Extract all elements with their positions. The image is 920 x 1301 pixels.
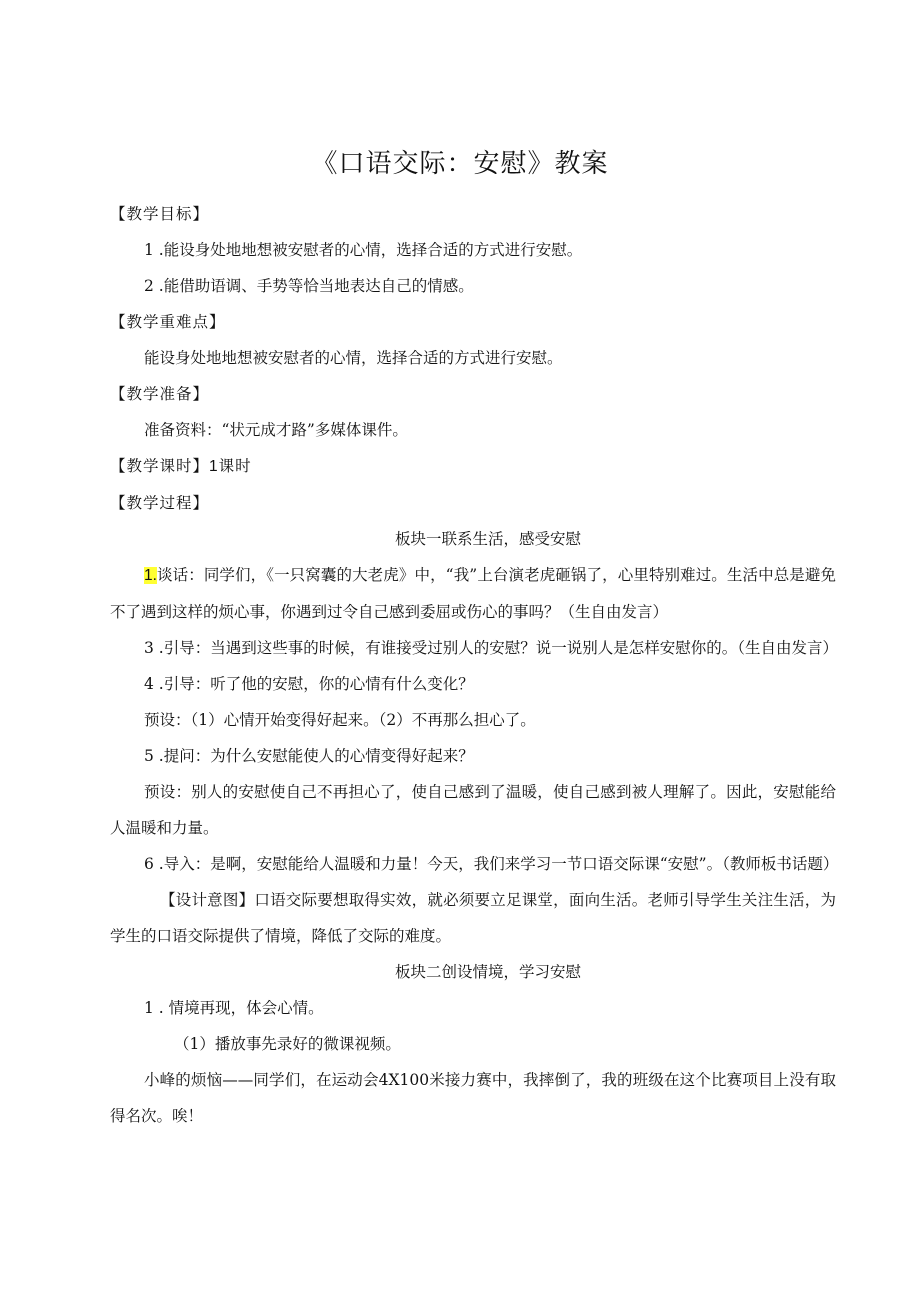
document-body xyxy=(110,196,839,1134)
section2-item-1-sub-1: （1）播放事先录好的微课视频。 xyxy=(174,1035,401,1053)
key-points-text: 能设身处地地想被安慰者的心情，选择合适的方式进行安慰。 xyxy=(144,349,563,367)
preparation-text: 准备资料：“状元成才路”多媒体课件。 xyxy=(144,421,408,439)
section1-item-6: 6 .导入：是啊，安慰能给人温暖和力量！今天，我们来学习一节口语交际课“安慰”。（教师板书话题） xyxy=(144,855,839,873)
section1-item-3: 3 .引导：当遇到这些事的时候，有谁接受过别人的安慰？说一说别人是怎样安慰你的。（生自由发言） xyxy=(144,639,838,657)
document-title: 《口语交际：安慰》教案 xyxy=(311,149,609,179)
objective-item-2: 2 .能借助语调、手势等恰当地表达自己的情感。 xyxy=(144,277,474,295)
preparation-heading: 【教学准备】 xyxy=(110,385,210,403)
periods-line xyxy=(110,448,836,485)
section1-item-4: 4 .引导：听了他的安慰，你的心情有什么变化？ xyxy=(144,675,474,693)
section1-item-5: 5 .提问：为什么安慰能使人的心情变得好起来？ xyxy=(144,747,474,765)
key-points-heading: 【教学重难点】 xyxy=(110,313,226,331)
section1-item-4-preset: 预设：（1）心情开始变得好起来。（2）不再那么担心了。 xyxy=(144,711,536,729)
section1-title: 板块一联系生活，感受安慰 xyxy=(394,530,581,548)
process-heading: 【教学过程】 xyxy=(110,494,210,512)
objectives-heading: 【教学目标】 xyxy=(110,205,210,223)
design-intent: 【设计意图】口语交际要想取得实效，就必须要立足课堂，面向生活。老师引导学生关注生活，为学生的口语交际提供了情境，降低了交际的难度。 xyxy=(110,891,836,945)
section1-item-5-preset: 预设：别人的安慰使自己不再担心了，使自己感到了温暖，使自己感到被人理解了。因此，安慰能给人温暖和力量。 xyxy=(110,783,836,837)
periods-value: 1课时 xyxy=(209,458,252,475)
section2-title: 板块二创设情境，学习安慰 xyxy=(394,963,581,981)
section2-item-1: 1 . 情境再现，体会心情。 xyxy=(144,999,324,1017)
section2-story: 小峰的烦恼——同学们，在运动会4X100米接力赛中，我摔倒了，我的班级在这个比赛项目上没有取得名次。唉！ xyxy=(110,1071,836,1125)
periods-heading: 【教学课时】 xyxy=(110,457,210,475)
section1-item-1 xyxy=(110,557,836,630)
section1-item-1-text: 谈话：同学们，《一只窝囊的大老虎》中，“我”上台演老虎砸锅了，心里特别难过。生活中总是避免不了遇到这样的烦心事，你遇到过令自己感到委屈或伤心的事吗？（生自由发言） xyxy=(110,566,836,621)
objective-item-1: 1 .能设身处地地想被安慰者的心情，选择合适的方式进行安慰。 xyxy=(144,241,583,259)
highlighted-marker: 1. xyxy=(144,567,157,584)
